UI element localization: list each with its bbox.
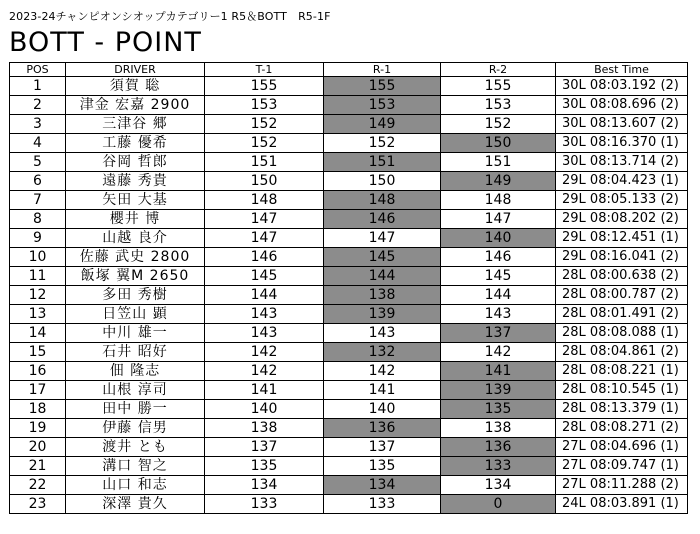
cell-driver: 石井 昭好	[66, 343, 205, 362]
cell-r2: 137	[441, 324, 556, 343]
results-table	[9, 62, 688, 514]
cell-pos: 12	[10, 286, 66, 305]
cell-t1: 141	[205, 381, 324, 400]
cell-r1: 145	[324, 248, 441, 267]
cell-driver: 山根 淳司	[66, 381, 205, 400]
cell-pos: 3	[10, 115, 66, 134]
cell-best-time: 28L 08:04.861 (2)	[556, 343, 688, 362]
cell-r2: 151	[441, 153, 556, 172]
cell-driver: 谷岡 哲郎	[66, 153, 205, 172]
cell-driver: 伊藤 信男	[66, 419, 205, 438]
cell-t1: 143	[205, 324, 324, 343]
cell-t1: 133	[205, 495, 324, 514]
col-header-t1: T-1	[205, 63, 324, 77]
cell-r2: 139	[441, 381, 556, 400]
cell-t1: 147	[205, 210, 324, 229]
cell-pos: 21	[10, 457, 66, 476]
cell-best-time: 29L 08:12.451 (1)	[556, 229, 688, 248]
cell-t1: 142	[205, 362, 324, 381]
col-header-r1: R-1	[324, 63, 441, 77]
cell-t1: 140	[205, 400, 324, 419]
cell-t1: 153	[205, 96, 324, 115]
cell-pos: 20	[10, 438, 66, 457]
cell-r1: 143	[324, 324, 441, 343]
cell-r2: 141	[441, 362, 556, 381]
cell-driver: 須賀 聡	[66, 77, 205, 96]
col-header-r2: R-2	[441, 63, 556, 77]
event-subtitle: 2023-24チャンピオンシオップカテゴリー1 R5＆BOTT R5-1F	[9, 10, 331, 23]
cell-r1: 149	[324, 115, 441, 134]
cell-t1: 150	[205, 172, 324, 191]
cell-r1: 146	[324, 210, 441, 229]
table-row	[10, 457, 688, 476]
col-header-best-time: Best Time	[556, 63, 688, 77]
table-row	[10, 305, 688, 324]
cell-best-time: 28L 08:08.221 (1)	[556, 362, 688, 381]
table-header-row	[10, 63, 688, 77]
cell-driver: 田中 勝一	[66, 400, 205, 419]
cell-pos: 5	[10, 153, 66, 172]
cell-r2: 144	[441, 286, 556, 305]
cell-driver: 溝口 智之	[66, 457, 205, 476]
cell-t1: 152	[205, 115, 324, 134]
cell-r2: 142	[441, 343, 556, 362]
cell-pos: 11	[10, 267, 66, 286]
cell-r2: 152	[441, 115, 556, 134]
table-row	[10, 248, 688, 267]
cell-r2: 153	[441, 96, 556, 115]
cell-t1: 137	[205, 438, 324, 457]
cell-best-time: 28L 08:10.545 (1)	[556, 381, 688, 400]
page-title: BOTT - POINT	[9, 27, 202, 58]
cell-pos: 8	[10, 210, 66, 229]
cell-t1: 143	[205, 305, 324, 324]
cell-r1: 139	[324, 305, 441, 324]
cell-r1: 132	[324, 343, 441, 362]
cell-driver: 中川 雄一	[66, 324, 205, 343]
cell-r2: 146	[441, 248, 556, 267]
table-row	[10, 172, 688, 191]
cell-r2: 147	[441, 210, 556, 229]
cell-r1: 150	[324, 172, 441, 191]
cell-pos: 16	[10, 362, 66, 381]
cell-best-time: 29L 08:16.041 (2)	[556, 248, 688, 267]
cell-pos: 13	[10, 305, 66, 324]
cell-best-time: 27L 08:11.288 (2)	[556, 476, 688, 495]
cell-pos: 19	[10, 419, 66, 438]
table-row	[10, 324, 688, 343]
cell-t1: 138	[205, 419, 324, 438]
cell-best-time: 28L 08:08.271 (2)	[556, 419, 688, 438]
cell-t1: 155	[205, 77, 324, 96]
cell-r1: 136	[324, 419, 441, 438]
cell-t1: 142	[205, 343, 324, 362]
cell-t1: 145	[205, 267, 324, 286]
cell-best-time: 24L 08:03.891 (1)	[556, 495, 688, 514]
cell-driver: 飯塚 翼M 2650	[66, 267, 205, 286]
cell-r1: 141	[324, 381, 441, 400]
cell-t1: 151	[205, 153, 324, 172]
cell-driver: 津金 宏嘉 2900	[66, 96, 205, 115]
cell-t1: 152	[205, 134, 324, 153]
cell-t1: 147	[205, 229, 324, 248]
cell-driver: 遠藤 秀貴	[66, 172, 205, 191]
cell-best-time: 28L 08:08.088 (1)	[556, 324, 688, 343]
cell-r1: 135	[324, 457, 441, 476]
cell-best-time: 30L 08:08.696 (2)	[556, 96, 688, 115]
cell-pos: 9	[10, 229, 66, 248]
cell-r1: 134	[324, 476, 441, 495]
cell-r1: 153	[324, 96, 441, 115]
col-header-driver: DRIVER	[66, 63, 205, 77]
cell-t1: 144	[205, 286, 324, 305]
cell-t1: 146	[205, 248, 324, 267]
cell-r2: 145	[441, 267, 556, 286]
table-row	[10, 96, 688, 115]
cell-pos: 6	[10, 172, 66, 191]
cell-pos: 23	[10, 495, 66, 514]
table-row	[10, 286, 688, 305]
table-row	[10, 267, 688, 286]
cell-pos: 22	[10, 476, 66, 495]
cell-driver: 深澤 貴久	[66, 495, 205, 514]
cell-driver: 工藤 優希	[66, 134, 205, 153]
cell-best-time: 28L 08:00.787 (2)	[556, 286, 688, 305]
table-row	[10, 419, 688, 438]
cell-r2: 138	[441, 419, 556, 438]
cell-r1: 133	[324, 495, 441, 514]
cell-pos: 10	[10, 248, 66, 267]
cell-best-time: 30L 08:13.714 (2)	[556, 153, 688, 172]
cell-pos: 7	[10, 191, 66, 210]
table-row	[10, 210, 688, 229]
cell-r2: 149	[441, 172, 556, 191]
cell-t1: 134	[205, 476, 324, 495]
cell-r2: 135	[441, 400, 556, 419]
cell-r1: 152	[324, 134, 441, 153]
cell-r1: 137	[324, 438, 441, 457]
cell-t1: 135	[205, 457, 324, 476]
cell-r2: 0	[441, 495, 556, 514]
table-row	[10, 229, 688, 248]
cell-best-time: 30L 08:03.192 (2)	[556, 77, 688, 96]
cell-best-time: 30L 08:13.607 (2)	[556, 115, 688, 134]
cell-driver: 佃 隆志	[66, 362, 205, 381]
cell-r1: 138	[324, 286, 441, 305]
cell-r1: 140	[324, 400, 441, 419]
cell-r2: 143	[441, 305, 556, 324]
cell-best-time: 28L 08:13.379 (1)	[556, 400, 688, 419]
cell-driver: 多田 秀樹	[66, 286, 205, 305]
cell-t1: 148	[205, 191, 324, 210]
cell-best-time: 27L 08:04.696 (1)	[556, 438, 688, 457]
cell-driver: 山越 良介	[66, 229, 205, 248]
cell-pos: 2	[10, 96, 66, 115]
cell-driver: 三津谷 郷	[66, 115, 205, 134]
cell-r2: 150	[441, 134, 556, 153]
table-row	[10, 495, 688, 514]
cell-driver: 日笠山 顕	[66, 305, 205, 324]
cell-best-time: 28L 08:01.491 (2)	[556, 305, 688, 324]
cell-best-time: 30L 08:16.370 (1)	[556, 134, 688, 153]
cell-r2: 140	[441, 229, 556, 248]
cell-r1: 144	[324, 267, 441, 286]
table-row	[10, 438, 688, 457]
cell-r2: 133	[441, 457, 556, 476]
cell-best-time: 27L 08:09.747 (1)	[556, 457, 688, 476]
table-row	[10, 191, 688, 210]
cell-r2: 136	[441, 438, 556, 457]
cell-pos: 14	[10, 324, 66, 343]
table-row	[10, 134, 688, 153]
table-row	[10, 362, 688, 381]
table-row	[10, 476, 688, 495]
cell-r1: 142	[324, 362, 441, 381]
table-row	[10, 115, 688, 134]
table-row	[10, 153, 688, 172]
cell-r2: 155	[441, 77, 556, 96]
cell-driver: 佐藤 武史 2800	[66, 248, 205, 267]
table-row	[10, 381, 688, 400]
table-row	[10, 77, 688, 96]
cell-driver: 山口 和志	[66, 476, 205, 495]
cell-r2: 134	[441, 476, 556, 495]
cell-best-time: 29L 08:05.133 (2)	[556, 191, 688, 210]
cell-pos: 17	[10, 381, 66, 400]
cell-pos: 4	[10, 134, 66, 153]
cell-best-time: 29L 08:08.202 (2)	[556, 210, 688, 229]
table-row	[10, 400, 688, 419]
cell-best-time: 29L 08:04.423 (1)	[556, 172, 688, 191]
col-header-pos: POS	[10, 63, 66, 77]
cell-best-time: 28L 08:00.638 (2)	[556, 267, 688, 286]
cell-pos: 15	[10, 343, 66, 362]
cell-r2: 148	[441, 191, 556, 210]
cell-driver: 矢田 大基	[66, 191, 205, 210]
cell-pos: 1	[10, 77, 66, 96]
cell-r1: 155	[324, 77, 441, 96]
cell-r1: 147	[324, 229, 441, 248]
cell-r1: 148	[324, 191, 441, 210]
table-row	[10, 343, 688, 362]
cell-pos: 18	[10, 400, 66, 419]
cell-driver: 櫻井 博	[66, 210, 205, 229]
cell-driver: 渡井 とも	[66, 438, 205, 457]
cell-r1: 151	[324, 153, 441, 172]
